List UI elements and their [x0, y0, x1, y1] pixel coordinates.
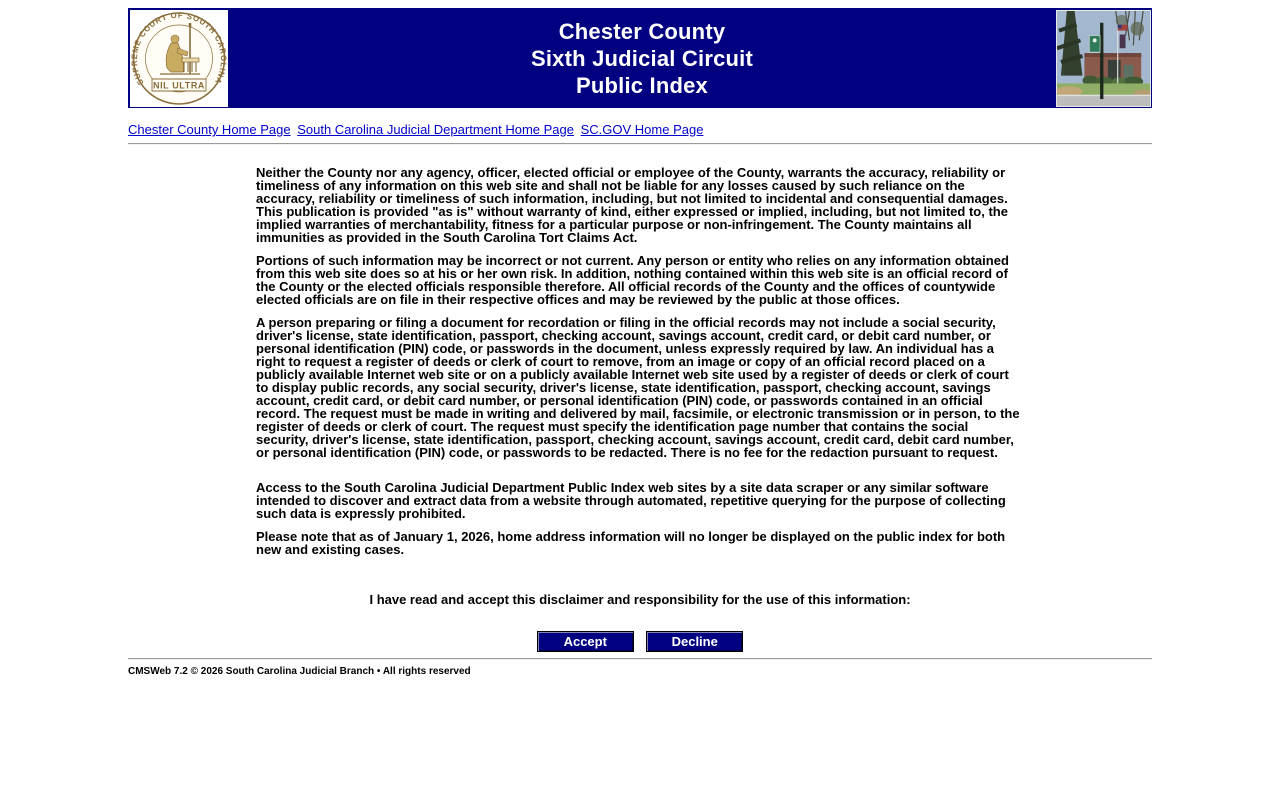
- title-line-3: Public Index: [576, 72, 708, 98]
- title-line-1: Chester County: [558, 18, 726, 44]
- disclaimer-paragraph-5: Please note that as of January 1, 2026, home address information will no longer be displayed on the public index for both new and existing cases.: [256, 529, 1006, 557]
- nav-link-scgov-home[interactable]: SC.GOV Home Page: [580, 122, 704, 137]
- title-line-2: Sixth Judicial Circuit: [530, 45, 753, 71]
- disclaimer-content: [256, 145, 1024, 556]
- disclaimer-paragraph-3: A person preparing or filing a document for recordation or filing in the official records may not include a social security, driver's license, state identification, passport, checking account, savings account, credit card, or debit card number, or personal identification (PIN) code, or passwords in the document, unless expressly required by law. An individual has a right to request a register of deeds or clerk of court to remove, from an image or copy of an official record placed on a publicly available Internet web site or on a publicly available Internet web site used by a register of deeds or clerk of court to display public records, any social security, driver's license, state identification, passport, checking account, savings account, credit card, or debit card number, or personal identification (PIN) code, or passwords contained in an official record. The request must be made in writing and delivered by mail, facsimile, or electronic transmission or in person, to the register of deeds or clerk of court. The request must specify the identification page number that contains the social security, driver's license, state identification, passport, checking account, savings account, credit card, debit card number, or personal identification (PIN) code, or passwords to be redacted. There is no fee for the redaction pursuant to request.: [256, 315, 1020, 460]
- header-band: [128, 8, 1152, 108]
- footer-text: CMSWeb 7.2 © 2026 South Carolina Judicial Branch • All rights reserved: [128, 666, 471, 677]
- page-container: [128, 8, 1152, 677]
- accept-statement: I have read and accept this disclaimer and responsibility for the use of this information:: [369, 592, 911, 607]
- decline-button[interactable]: Decline: [646, 631, 743, 652]
- seal-graphic: [130, 10, 228, 107]
- disclaimer-paragraph-2: Portions of such information may be incorrect or not current. Any person or entity who relies on any information obtained from this web site does so at his or her own risk. In addition, nothing contained within this web site is an official record of the County or the elected officials responsible therefore. All official records of the County and the offices of countywide elected officials are on file in their respective offices and may be reviewed by the public at those offices.: [256, 253, 1009, 307]
- accept-button[interactable]: Accept: [537, 631, 634, 652]
- svg-text:NIL ULTRA: NIL ULTRA: [152, 80, 206, 90]
- svg-text:SUPREME COURT OF SOUTH CAROLIN: SUPREME COURT OF SOUTH CAROLINA: [130, 10, 228, 87]
- supreme-court-seal-icon: [130, 10, 228, 107]
- page-title: [228, 18, 1056, 99]
- nav-links: [128, 108, 1152, 143]
- disclaimer-paragraph-1: Neither the County nor any agency, officer, elected official or employee of the County, warrants the accuracy, reliability or timeliness of any information on this web site and shall not be liable for any losses caused by such reliance on the accuracy, reliability or timeliness of such information, including, but not limited to incidental and consequential damages. This publication is provided "as is" without warranty of kind, either expressed or implied, including, but not limited to, the implied warranties of merchantability, fitness for a particular purpose or non-infringement. The County maintains all immunities as provided in the South Carolina Tort Claims Act.: [256, 165, 1008, 245]
- nav-link-chester-county-home[interactable]: Chester County Home Page: [128, 122, 291, 137]
- courthouse-photo: [1056, 10, 1151, 107]
- nav-link-sc-judicial-department-home[interactable]: South Carolina Judicial Department Home Page: [297, 122, 574, 137]
- disclaimer-paragraph-4: Access to the South Carolina Judicial Department Public Index web sites by a site data scraper or any similar software intended to discover and extract data from a website through automated, repetitive querying for the purpose of collecting such data is expressly prohibited.: [256, 480, 1006, 521]
- action-buttons: [128, 631, 1152, 658]
